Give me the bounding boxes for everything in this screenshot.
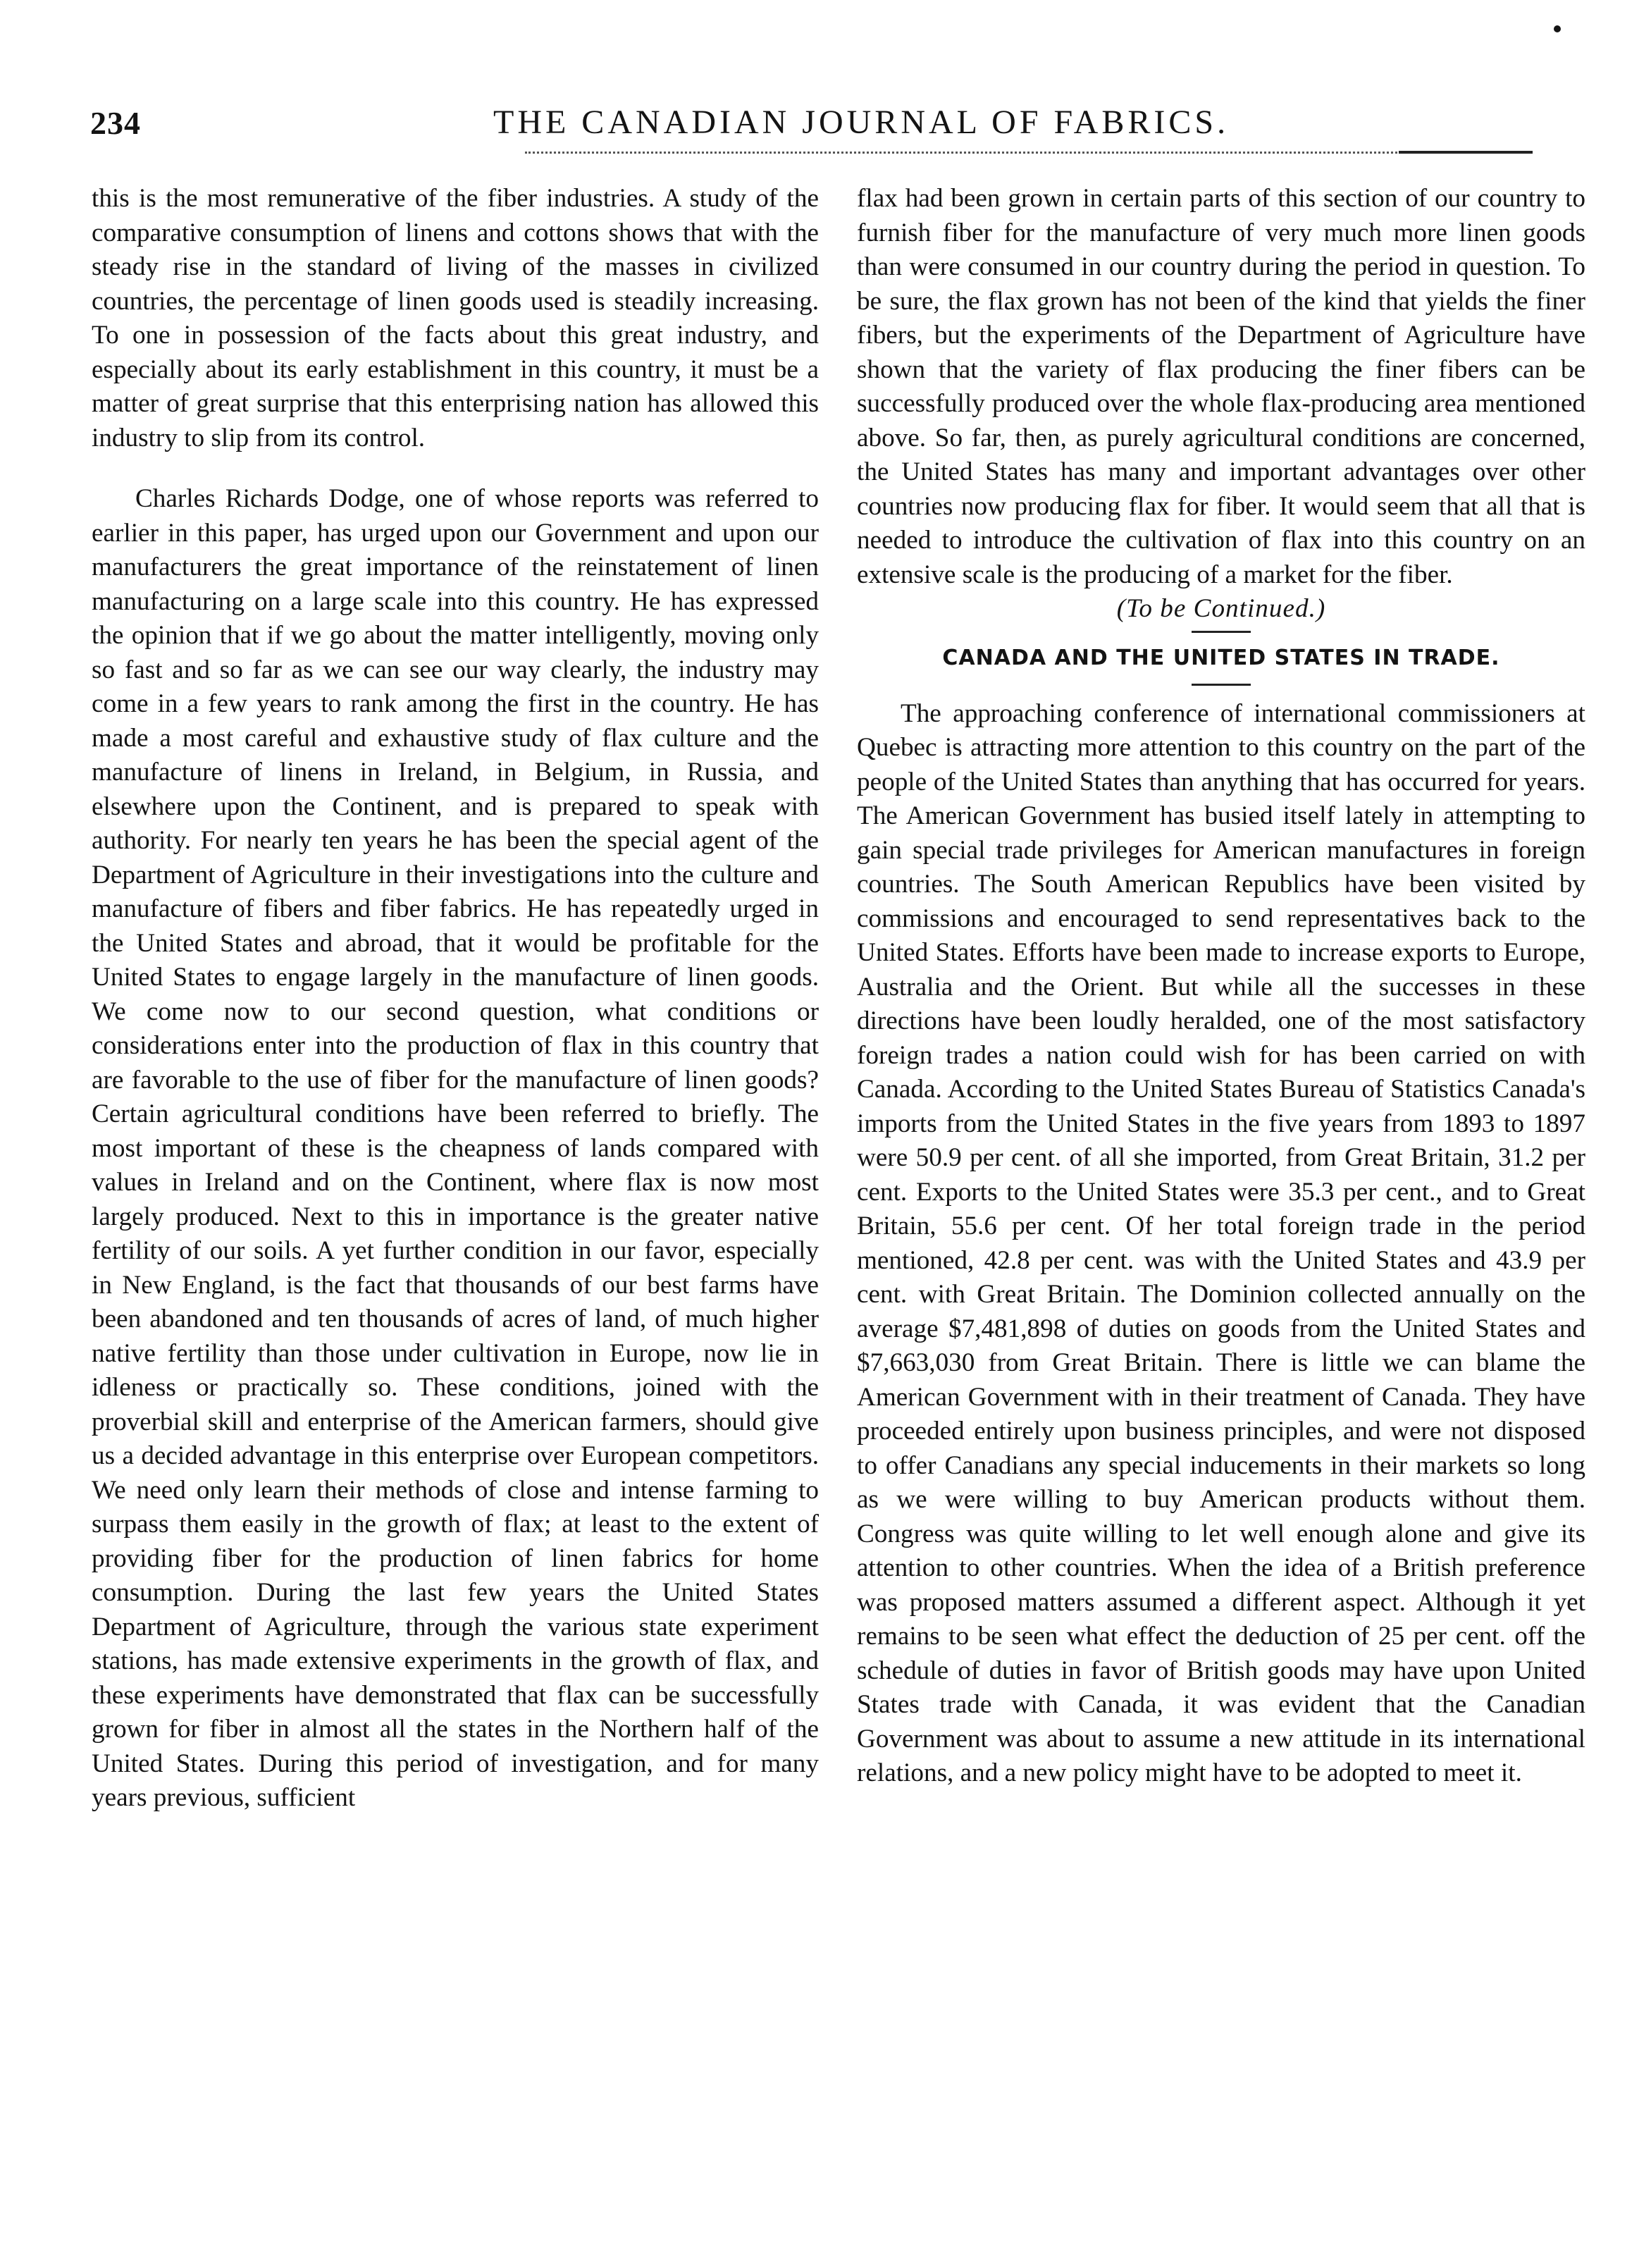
right-column [857, 182, 1585, 1791]
page-number: 234 [90, 105, 141, 141]
right-paragraph-2: The approaching conference of international commissioners at Quebec is attracting more attention to this country on the part of the people of the United States than anything that has occurred for years. The American Government has busied itself lately in attempting to gain special trade privileges for American manufactures in foreign countries. The South American Republics have been visited by commissions and encouraged to send representatives back to the United States. Efforts have been made to increase exports to Europe, Australia and the Orient. But while all the successes in these directions have been loudly heralded, one of the most satisfactory foreign trades a nation could wish for has been carried on with Canada. According to the United States Bureau of Statistics Canada's imports from the United States in the five years from 1893 to 1897 were 50.9 per cent. of all she imported, from Great Britain, 31.2 per cent. Exports to the United States were 35.3 per cent., and to Great Britain, 55.6 per cent. Of her total foreign trade in the period mentioned, 42.8 per cent. was with the United States and 43.9 per cent. with Great Britain. The Dominion collected annually on the average $7,481,898 of duties on goods from the United States and $7,663,030 from Great Britain. There is little we can blame the American Government with in their treatment of Canada. They have proceeded entirely upon business principles, and were not disposed to offer Canadians any special inducements in their markets so long as we were willing to buy American products without them. Congress was quite willing to let well enough alone and give its attention to other countries. When the idea of a British preference was proposed matters assumed a different aspect. Although it yet remains to be seen what effect the deduction of 25 per cent. off the schedule of duties in favor of British goods may have upon United States trade with Canada, it was evident that the Canadian Government was about to assume a new attitude in its international relations, and a new policy might have to be adopted to meet it. [857, 698, 1585, 1787]
heading-divider [1192, 684, 1251, 686]
right-paragraph-1: flax had been grown in certain parts of this section of our country to furnish fiber for the manufacture of very much more linen goods than were consumed in our country during the period in question. To be sure, the flax grown has not been of the kind that yields the finer fibers, but the experiments of the Department of Agriculture have shown that the variety of flax producing the finer fibers can be successfully produced over the whole flax-producing area mentioned above. So far, then, as purely agricultural conditions are concerned, the United States has many and important advantages over other countries now producing flax for fiber. It would seem that all that is needed to introduce the cultivation of flax into this country on an extensive scale is the producing of a market for the fiber. [857, 184, 1585, 589]
section-heading: CANADA AND THE UNITED STATES IN TRADE. [942, 645, 1500, 670]
continued-note: (To be Continued.) [1116, 594, 1326, 623]
journal-title: THE CANADIAN JOURNAL OF FABRICS. [493, 104, 1230, 141]
header-rule [525, 152, 1533, 154]
left-paragraph-1: this is the most remunerative of the fiber industries. A study of the comparative consumption of linens and cottons shows that with the steady rise in the standard of living of the masses in civilized countries, the percentage of linen goods used is steadily increasing. To one in possession of the facts about this great industry, and especially about its early establishment in this country, it must be a matter of great surprise that this enterprising nation has allowed this industry to slip from its control. [92, 184, 819, 452]
page-speck [1554, 25, 1561, 32]
left-column [92, 182, 819, 1816]
header-rule-end [1399, 151, 1533, 154]
left-paragraph-2: Charles Richards Dodge, one of whose reports was referred to earlier in this paper, has urged upon our Government and upon our manufacturers the great importance of the reinstatement of linen manufacturing on a large scale into this country. He has expressed the opinion that if we go about the matter intelligently, moving only so fast and so far as we can see our way clearly, the industry may come in a few years to rank among the first in the country. He has made a most careful and exhaustive study of flax culture and the manufacture of linens in Ireland, in Belgium, in Russia, and elsewhere upon the Continent, and is prepared to speak with authority. For nearly ten years he has been the special agent of the Department of Agriculture in their investigations into the culture and manufacture of fibers and fiber fabrics. He has repeatedly urged in the United States and abroad, that it would be profitable for the United States to engage largely in the manufacture of linen goods. We come now to our second question, what conditions or considerations enter into the production of flax in this country that are favorable to the use of fiber for the manufacture of linen goods? Certain agricultural conditions have been referred to briefly. The most important of these is the cheapness of lands compared with values in Ireland and on the Continent, where flax is now most largely produced. Next to this in importance is the greater native fertility of our soils. A yet further condition in our favor, especially in New England, is the fact that thousands of our best farms have been abandoned and ten thousands of acres of land, of much higher native fertility than those under cultivation in Europe, now lie in idleness or practically so. These conditions, joined with the proverbial skill and enterprise of the American farmers, should give us a decided advantage in this enterprise over European competitors. We need only learn their methods of close and intense farming to surpass them easily in the growth of flax; at least to the extent of providing fiber for the production of linen fabrics for home consumption. During the last few years the United States Department of Agriculture, through the various state experiment stations, has made extensive experiments in the growth of flax, and these experiments have demonstrated that flax can be successfully grown for fiber in almost all the states in the Northern half of the United States. During this period of investigation, and for many years previous, sufficient [92, 484, 819, 1812]
section-divider [1192, 631, 1251, 633]
